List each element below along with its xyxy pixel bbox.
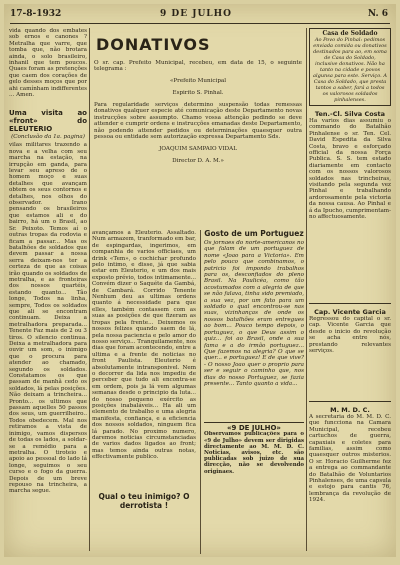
masthead-date: 17-8-1932 <box>10 9 62 19</box>
right-column <box>309 28 391 554</box>
donativos-signature-role: Director D. A. M.» <box>172 158 224 165</box>
section-divider <box>309 303 391 304</box>
section-divider <box>309 401 391 402</box>
article-headline: Uma visita ao «front» do ELEUTERIO <box>9 109 87 133</box>
donativos-place: Espirito S. Pinhal. <box>172 90 224 96</box>
nove-julho-title: «9 DE JULHO» <box>227 424 281 432</box>
donativos-title: DONATIVOS <box>96 35 211 54</box>
center-lower-right <box>204 230 304 519</box>
article-subhead: (Conclusão da 1a. pagina) <box>11 134 85 140</box>
casa-soldado-body: Ao Povo do Pinhal: pedimos enviada comida ou donativos destinados para ao, em soma de Casa do Soldado, inclusive donativos. Não ha tanto na cidade e povos algunsa para este. Serviço. A Casa do Soldado, que presta tantos a saber, fará a todos os valorosos soldados pinhalenses. <box>313 37 387 103</box>
question-headline: Qual o teu inimigo? O derrotista ! <box>98 492 190 510</box>
gosto-body: Os jornaes do norte-americanos no que falam de um portuguez de nome «Joao para a Victoria». Em pelo pouco que combinamos, o patricio foi impondo trabalhos para os, desconfiados do pleno Brasil. Na Paulicéa, como tão acostumados com a alegria de que se não falava, tinha sido premiado, a sua vez, por um fato para um soldado o qual encontrou-se nas suas, vizinhanças de onde os nossos batalhões eram entregues ao bom... Pouco tempo depois, o portuguez, o que Deus assim o quiz... foi ao Brasil, onde a sua fama e a do irmão portuguez... Que fazemos na alegria? O que se quer... e portuguez! E de que vive? - O nosso Joao quer o proprio para ser e seguir o caminho que, nos dias do nosso Portuguez, se fazia presente... Tanto quanto a vida... <box>204 240 304 387</box>
nove-julho-notice <box>204 422 304 519</box>
masthead-issue: N. 6 <box>367 9 388 19</box>
center-lower <box>92 230 304 554</box>
silva-costa-heading: Ten.-Cl. Silva Costa <box>314 110 386 118</box>
left-column <box>9 28 87 547</box>
continued-article: avançamos a Eleuterio. Assaltado. Num armazem, tranformado em bar, de espingardas, ingerimos, em companhia de varios officiaes, um drink «Tem», o cochichar profundo pelo intimo, e disse, já que sabia estar em Eleuterio, e um dos mais exposto prévio, todos intimamente... Convém dizer o Saquéte da Gambá, de Cambará. Corrido Tenente Nenhum deu as ultimas ordens quanto á necessidade para que elles, também contassem com as suas as posições de que fizeram as tropas pela frente... Deixemos os nossos felizes quando saem de lá, pela nossa paciencia e pelo amor do nosso serviço... Tranquilamente, nos dias que foram acontecendo, entre a ultima e a frente de noticias no front Paulista. Eleuterio é absolutamente intransponivel. Nem o decorrer da lida nos impediu de perceber que tudo ali encontra-se em ordem, pois ja lá vem algumas semanas desde o principio da luta... do nosso pequeno exército as posições inabaláveis... Ha ali um elemento de trabalho e uma alegria manifesta, confiança, e a eficiencia dos nossos soldados, ninguem fica lá parado. No proximo numero, daremos noticias circumstanciadas de varios dados ligados ao front; mas temos ainda outras notas, effectivamente publico. <box>92 230 196 461</box>
silva-costa-body: Ha varios dias assumiu o commando do Batalhão Pinhalense o sr. Ten. Cel. David Espedita da Silva Costa, bravo e esforçado official da nossa Força Publica. S. S. tem estado diariamente em contacto com os nossos valorosos soldados nas trincheiras, visitando pela segunda vez Pinhal e trabalhando ardorosamente pela victoria da nossa causa. Ao Pinhal e á da Ipucho, cumprimentam-no affectuosamente. <box>309 118 391 221</box>
mmdc-body: A secretaria do M. M. D. C. que funcciona na Camara Municipal, recebeu cartuchos de guerra, capaxiais e coletes para familias, assim como quaesquer outros misterios. O sr. Horacio Guilherme fez a entrega ao commandante do Batalhão de Voluntarios Pinhalenses, de uma capsula e estojo para cantis 76, lembrança da revolução de 1924. <box>309 414 391 504</box>
column-divider <box>89 28 90 551</box>
masthead-title: 9 DE JULHO <box>160 9 232 19</box>
article-body: vilas militares trazendo a nova e a velha com seu marcha na estação, na irrupção em ganda, para levar seu apreso de o homem moço e suas detalhes que avançam obtem os seus contornos e detalhes, nos olhos do observador. Irano pensando os brasileiros que estamos ali e do bairro, há um o Brasil, ao Sr. Peixoto. Temos aí o outras tropas da rodovia e ficam a passar... Mas os batalhões de soldados que devem passar a nossa serra deixam-nos ter a certeza de que as coisas irão quando os soldados de metralha, e as fronteiras dos nossos quartéis, estando quanto... Tão longe, Todos na linha, sempre, Todos os soldados que ali se encontram continuam. Deixa a metralhadora preparada... Tenente Faz mais de 2 ou 3 tiros. O silencio continua. Deixa a metralhadora para ouvir um som, o inimigo que o procura para atender ao chamado, segundo os soldados. Constatamos os que passam de manhã cedo os soldados, lá pelas posições. Não deixam a trincheira... Pronto... os ultimos que passam aquelles 50 passos dos seus, um guerrilheiro.. Todos obedecem. Mal nos retiramos a vista de inimigo, vamos dispersos de todas os lados, a soldar-se a remédio para a metralha. O tiroteio e apoio ao pessoal do lado lá longe, seguimos o seu curso e o fogo da guerra. Depois de um breve repouso na trincheira, a marcha segue. <box>9 142 87 495</box>
center-lower-left <box>92 230 196 478</box>
casa-soldado-title: Casa de Soldado <box>322 30 378 37</box>
vicente-garcia-body: Regressou do capital o sr. cap. Vicente Garcia que desde o inicio do revolução se acha entre nós, prestando relevantes serviços. <box>309 316 391 355</box>
donativos-signature: JOAQUIM SAMPAIO VIDAL <box>159 146 237 153</box>
donativos-section <box>92 28 304 170</box>
masthead <box>10 9 390 24</box>
column-divider <box>306 28 307 551</box>
column-divider <box>200 230 201 554</box>
mmdc-heading: M. M. D. C. <box>330 406 370 414</box>
newspaper-page <box>4 4 396 557</box>
donativos-message: Para regularidade serviços determino suspensão todas remessas donativos qualquer especie até comunicação deste Departamento novas instrucções sobre assumpto. Chamo vossa attenção pedindo se deve attender e cumprir ordens e instrucções emanadas deste Departamento, não podendo attender pedidos ou determinações quaesquer outra pessoa ou entidade sem autorização expressa Departamento Sds. <box>94 102 302 141</box>
donativos-telegram: O sr. cap. Prefeito Municipal, recebeu, em data de 15, o seguinte telegrama : <box>94 59 302 72</box>
gosto-title: Gosto de um Portuguez <box>204 229 304 238</box>
casa-soldado-box <box>309 28 391 106</box>
nove-julho-body: Observamos publicações para o «9 de Julho» devem ser dirigidas directamente ao M. M. D. C. Noticias, avisos, etc. são publicadas sob juizo de sua direcção, não se devolvendo originaes. <box>204 431 304 475</box>
vicente-garcia-heading: Cap. Vicente Garcia <box>314 308 386 316</box>
left-column-intro: vida quando dos embates sob ernos e canones ? Metralha que varre, que tomba que, não brotara ainda, o solo brasileiro, inhanil que tem poucos. Quaes foram as pretenções que caem dos corações de gelo desses moços que por ahi camínham indifferentes ... Amen. <box>9 28 87 99</box>
donativos-addressee: «Prefeito Municipal <box>169 78 227 84</box>
